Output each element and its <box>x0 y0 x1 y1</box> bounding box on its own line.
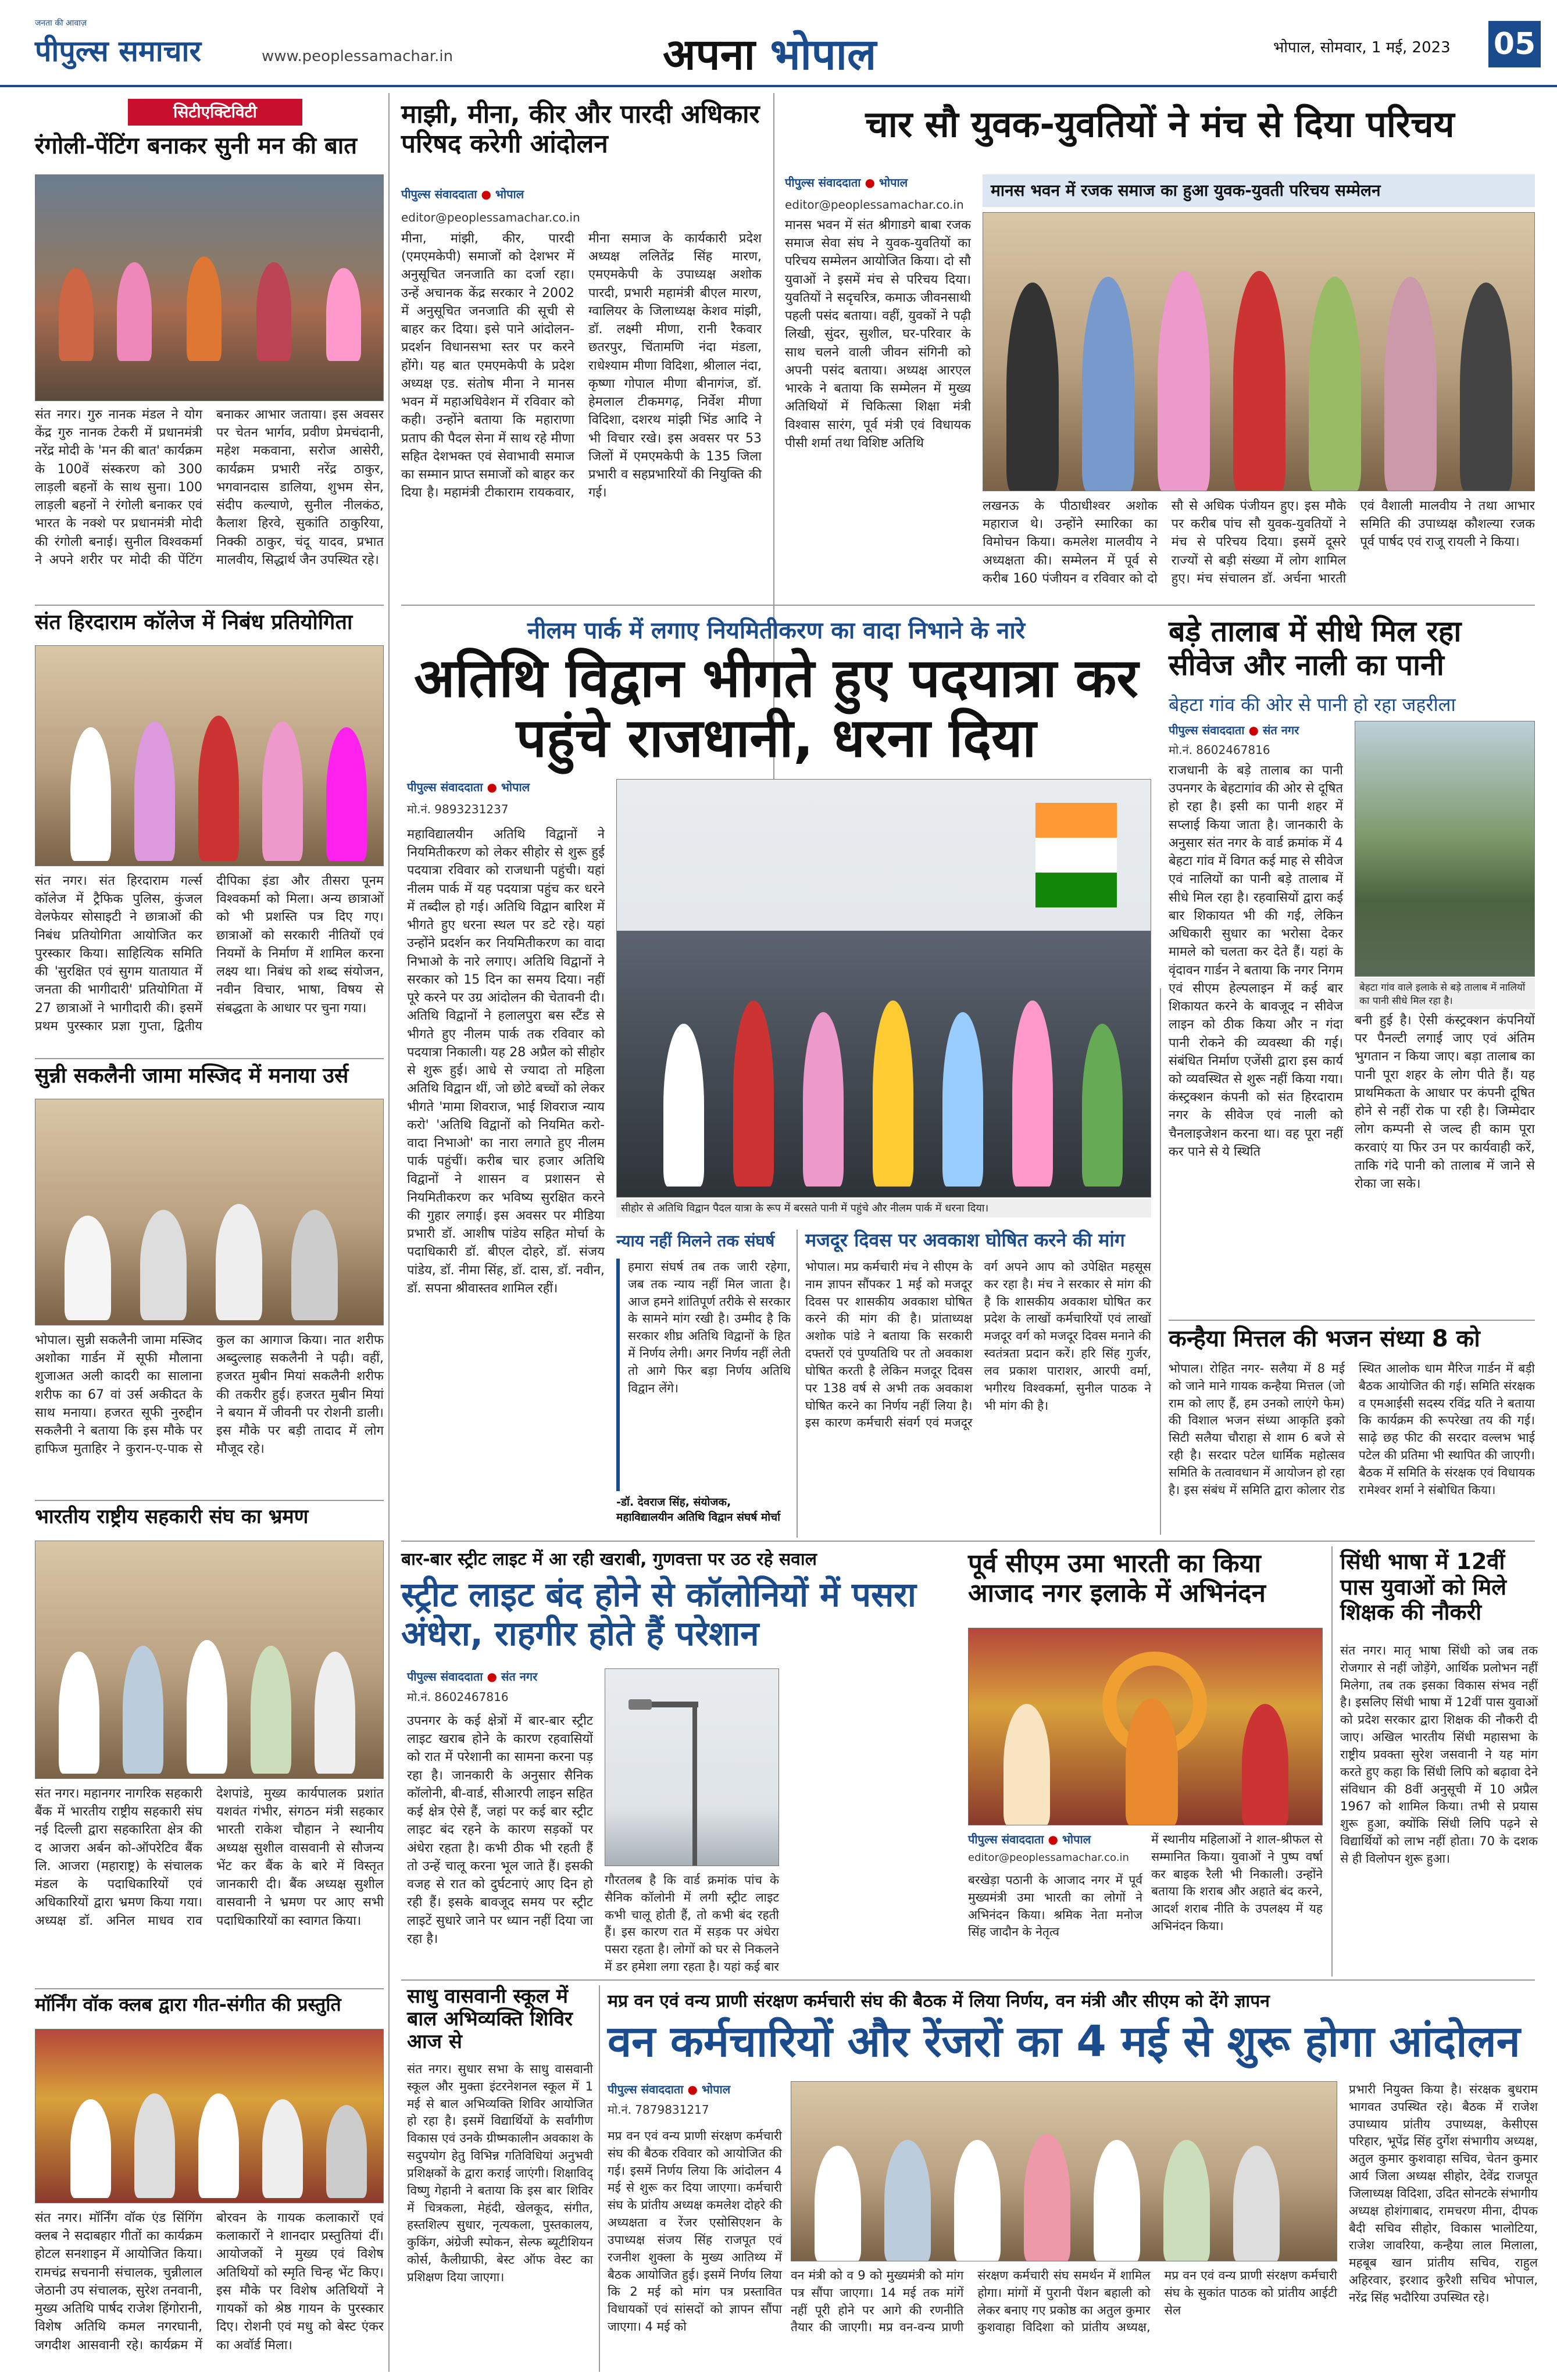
column-rule <box>797 1230 798 1538</box>
story3-body: भोपाल। सुन्नी सकलैनी जामा मस्जिद अशोका गार्डन में सूफी मौलाना शुजाअत अली कादरी का सालाना शरीफ का 67 वां उर्स अकीदत के साथ मनाया। हजरत सूफी नुरुद्दीन सकलैनी ने बताया कि इस मौके पर हाफिज मुताहिर ने कुरान-ए-पाक से कुल का आगाज किया। नात शरीफ अब्दुल्लाह सकलैनी ने पढ़ी। वहीं, हजरत मुबीन मियां सकलैनी शरीफ की तकरीर हुई। हजरत मुबीन मियां ने बयान में जीवनी पर रोशनी डाली। इस मौके पर बड़ी तादाद में लोग मौजूद रहे। <box>35 1333 384 1457</box>
majhi-email[interactable]: editor@peoplessamachar.co.in <box>401 210 580 224</box>
byline-city: भोपाल <box>701 2082 731 2096</box>
masthead <box>0 0 1557 87</box>
parichay-body-b: लखनऊ के पीठाधीश्वर अशोक महाराज थे। उन्होंने स्मारिका का विमोचन किया। कमलेश मालवीय ने अध्यक्षता की। सम्मेलन में पूर्व से करीब 160 पंजीयन व रविवार को दो सौ से अधिक पंजीयन हुए। इस मौके पर करीब पांच सौ युवक-युवतियों ने मंच से परिचय दिया। इसमें दूसरे राज्यों से बड़ी संख्या में लोग शामिल हुए। मंच संचालन डॉ. अर्चना भारती एवं वैशाली मालवीय ने तथा आभार समिति की उपाध्यक्ष कौशल्या रजक पूर्व पार्षद एवं राजू रायली ने किया। <box>983 499 1535 586</box>
lead-box-signature: -डॉ. देवराज सिंह, संयोजक, महाविद्यालयीन अतिथि विद्वान संघर्ष मोर्चा <box>616 1496 781 1524</box>
talab-headline[interactable]: बड़े तालाब में सीधे मिल रहा सीवेज और नाली का पानी <box>1169 614 1462 682</box>
talab-body-a: राजधानी के बड़े तालाब का पानी उपनगर के बेहटागांव की ओर से दूषित हो रहा है। इसी का पानी शहर में सप्लाई किया जाता है। जानकारी के अनुसार संत नगर के वार्ड क्रमांक में 4 बेहटा गांव में विगत कई माह से सीवेज एवं नालियों का पानी बड़े तालाब में सीधे मिल रहा है। रहवासियों द्वारा कई बार शिकायत भी की गई, लेकिन अधिकारी सुधार का भरोसा देकर मामले को चलता कर देते हैं। यहां के वृंदावन गार्डन ने बताया कि नगर निगम एवं सीएम हेल्पलाइन में कई बार शिकायत करने के बावजूद न सीवेज लाइन को ठीक किया और न गंदा पानी रोकने की व्यवस्था की गई। संबंधित निर्माण एजेंसी द्वारा इस कार्य को व्यवस्थित से शुरू नहीं किया गया। कंस्ट्रक्शन कंपनी को संत हिरदाराम नगर के सीवेज एवं नाली को चैनलाइजेशन करना था। वह पूरा नहीं कर पाने से ये स्थिति <box>1169 763 1343 1159</box>
section-divider <box>35 1058 384 1059</box>
talab-body-b: बनी हुई है। ऐसी कंस्ट्रक्शन कंपनियों पर पैनल्टी लगाई जाए एवं अंतिम भुगतान न किया जाए। बड़ा तालाब का पानी पूरा शहर के लोग पीते हैं। यह प्राथमिकता के आधार पर कंपनी दूषित होने से नहीं रोक पा रही है। जिम्मेदार लोग कम्पनी से जल्द ही काम पूरा करवाएं या फिर उन पर कार्यवाही करें, ताकि गंदे पानी को तालाब में जाने से रोका जा सके। <box>1355 1013 1535 1192</box>
streetlight-kicker: बार-बार स्ट्रीट लाइट में आ रही खराबी, गुणवत्ता पर उठ रहे सवाल <box>401 1549 817 1570</box>
story1-headline[interactable]: रंगोली-पेंटिंग बनाकर सुनी मन की बात <box>35 133 357 159</box>
parichay-byline: पीपुल्स संवाददाता ● भोपाल <box>785 176 908 190</box>
morning-walk-club-photo <box>35 2029 384 2203</box>
bhajan-body: भोपाल। रोहित नगर- सलैया में 8 मई को जाने माने गायक कन्हैया मित्तल (जो राम को लाए हैं, हम उनको लाएंगे फेम) की विशाल भजन संध्या आकृति इको सिटी सलैया चौराहा से शाम 6 बजे से रही है। सरदार पटेल धार्मिक महोत्सव समिति के तत्वावधान में आयोजन हो रहा है। इस संबंध में समिति द्वारा कोलार रोड स्थित आलोक धाम मैरिज गार्डन में बड़ी बैठक आयोजित की गई। समिति संरक्षक व एमआईसी सदस्य रविंद्र यति ने बताया कि कार्यक्रम की रूपरेखा तय की गई। साढ़े छह फीट की सरदार वल्लभ भाई पटेल की प्रतिमा भी स्थापित की जाएगी। बैठक में समिति के संरक्षक एवं विधायक रामेश्वर शर्मा ने संबोधित किया। <box>1169 1361 1535 1497</box>
section-divider <box>35 1500 384 1501</box>
talab-photo-caption: बेहटा गांव वाले इलाके से बड़े तालाब में नालियों का पानी सीधे मिल रहा है। <box>1355 978 1535 1009</box>
column-rule <box>599 1985 600 2372</box>
lead-box-title: न्याय नहीं मिलने तक संघर्ष <box>616 1231 775 1250</box>
uma-photo <box>968 1628 1323 1825</box>
parichay-body-a: मानस भवन में संत श्रीगाडगे बाबा रजक समाज सेवा संघ ने युवक-युवतियों का परिचय सम्मेलन आयोजित किया। दो सौ युवाओं ने इसमें मंच से परिचय दिया। युवतियों ने सदृचरित्र, कमाऊ जीवनसाथी पहली पसंद बताया। वहीं, युवकों ने पढ़ी लिखी, सुंदर, सुशील, घर-परिवार के साथ चलने वाली जीवन संगिनी को अपनी पसंद बताया। अध्यक्ष आरएल भारके ने बताया कि सम्मेलन में मुख्य अतिथियों में चिकित्सा शिक्षा मंत्री विश्वास सारंग, पूर्व मंत्री एवं विधायक पीसी शर्मा तथा विशिष्ट अतिथि <box>785 218 971 451</box>
sindhi-headline[interactable]: सिंधी भाषा में 12वीं पास युवाओं को मिले शिक्षक की नौकरी <box>1340 1549 1507 1625</box>
streetlight-photo <box>605 1668 779 1866</box>
byline-reporter: पीपुल्स संवाददाता <box>785 176 861 190</box>
streetlight-byline: पीपुल्स संवाददाता ● संत नगर <box>407 1670 538 1684</box>
byline-city: संत नगर <box>1262 723 1299 737</box>
parichay-subhead: मानस भवन में रजक समाज का हुआ युवक-युवती परिचय सम्मेलन <box>983 174 1535 207</box>
streetlight-mobile: मो.नं. 8602467816 <box>407 1690 509 1704</box>
column-rule <box>388 93 390 2372</box>
byline-city: संत नगर <box>501 1670 538 1684</box>
majhi-byline: पीपुल्स संवाददाता ● भोपाल <box>401 187 524 201</box>
streetlight-body-b: गौरतलब है कि वार्ड क्रमांक पांच के सैनिक कॉलोनी में लगी स्ट्रीट लाइट कभी चालू होती हैं, तो कभी बंद रहती हैं। इस कारण रात में सड़क पर अंधेरा पसरा रहता है। लोगों को घर से निकलने में डर हमेशा लगा रहता है। यहां कई बार <box>605 1873 779 1974</box>
urs-photo <box>35 1099 384 1325</box>
website-url[interactable]: www.peoplessamachar.in <box>262 48 453 65</box>
sadhu-headline[interactable]: साधु वासवानी स्कूल में बाल अभिव्यक्ति शिविर आज से <box>407 1985 573 2054</box>
van-body-c: प्रभारी नियुक्त किया है। संरक्षक बुधराम भागवत उपस्थित रहे। बैठक में राजेश उपाध्याय प्रांतीय उपाध्यक्ष, केसीएस परिहार, भूपेंद्र सिंह दुर्गेश संभागीय अध्यक्ष, अतुल कुमार कुशवाहा सचिव, चेतन कुमार आर्य जिला अध्यक्ष सीहोर, देवेंद्र राजपूत जिलाध्यक्ष विदिशा, उदित सोनटके संभागीय अध्यक्ष होशंगाबाद, रामचरण मीना, दीपक बैदी सचिव सीहोर, विकास भालोटिया, राजेश जावरिया, कन्हैया लाल मिलाला, महबूब खान प्रांतीय सचिव, राहुल अहिरवार, इरशाद कुरैशी सचिव भोपाल, नरेंद्र सिंह भदौरिया उपस्थित रहे। <box>1349 2082 1538 2304</box>
lead-headline[interactable]: अतिथि विद्वान भीगते हुए पदयात्रा कर पहुंचे राजधानी, धरना दिया <box>414 647 1138 770</box>
streetlight-headline[interactable]: स्ट्रीट लाइट बंद होने से कॉलोनियों में पसरा अंधेरा, राहगीर होते हैं परेशान <box>401 1575 916 1653</box>
van-kicker: मप्र वन एवं वन्य प्राणी संरक्षण कर्मचारी संघ की बैठक में लिया निर्णय, वन मंत्री और सीएम को देंगे ज्ञापन <box>608 1991 1270 2011</box>
section-title <box>663 23 876 82</box>
lead-byline: पीपुल्स संवाददाता ● भोपाल <box>407 780 530 794</box>
uma-byline: पीपुल्स संवाददाता ● भोपाल <box>968 1832 1091 1846</box>
page-number: 05 <box>1488 21 1541 67</box>
column-rule <box>1331 1546 1333 1977</box>
parichay-photo <box>983 212 1535 491</box>
van-mobile: मो.नं. 7879831217 <box>608 2103 709 2117</box>
story2-body: संत नगर। संत हिरदाराम गर्ल्स कॉलेज में ट्रैफिक पुलिस, कुंजल वेलफेयर सोसाइटी ने छात्राओं की निबंध प्रतियोगिता आयोजित कर पुरस्कार किया। साहित्यिक समिति की 'सुरक्षित एवं सुगम यातायात में जनता की भागीदारी' प्रतियोगिता में 27 छात्राओं ने भागीदारी की। इसमें प्रथम पुरस्कार प्रज्ञा गुप्ता, द्वितीय दीपिका इंडा और तीसरा पूनम विश्वकर्मा को मिला। अन्य छात्राओं को भी प्रशस्ति पत्र दिए गए। छात्राओं को सरकारी नीतियों एवं नियमों के निर्माण में शामिल करना लक्ष्य था। निबंध को शब्द संयोजन, नवीन विचार, भाषा, विषय से संबद्धता के आधार पर चुना गया। <box>35 874 384 1034</box>
mazdoor-headline[interactable]: मजदूर दिवस पर अवकाश घोषित करने की मांग <box>805 1229 1125 1251</box>
section-divider <box>35 605 384 606</box>
talab-subhead: बेहटा गांव की ओर से पानी हो रहा जहरीला <box>1169 694 1456 716</box>
byline-reporter: पीपुल्स संवाददाता <box>608 2082 684 2096</box>
uma-email[interactable]: editor@peoplessamachar.co.in <box>968 1852 1129 1864</box>
lead-protest-photo <box>616 779 1151 1198</box>
section-title-a: अपना <box>663 30 755 80</box>
story5-body: संत नगर। मॉर्निंग वॉक एंड सिंगिंग क्लब ने सदाबहार गीतों का कार्यक्रम होटल सनशाइन में आयोजित किया। रामचंद्र सचनानी संचालक, चुन्नीलाल जेठानी उप संचालक, सुरेश तनवानी, मुख्य अतिथि पार्षद राजेश हिंगोरानी, विशेष अतिथि कमल नगरघानी, जगदीश आसवानी रहे। कार्यक्रम में बोरवन के गायक कलाकारों एवं कलाकारों ने शानदार प्रस्तुतियां दीं। आयोजकों ने मुख्य एवं विशेष अतिथियों को स्मृति चिन्ह भेंट किए। इस मौके पर विशेष अतिथियों ने गायकों को श्रेष्ठ गायन के पुरस्कार दिए। रोशनी एवं मधु को बेस्ट एंकर का अवॉर्ड मिला। <box>35 2211 384 2353</box>
byline-city: भोपाल <box>879 176 908 190</box>
byline-reporter: पीपुल्स संवाददाता <box>968 1832 1044 1846</box>
majhi-headline[interactable]: माझी, मीना, कीर और पारदी अधिकार परिषद करेगी आंदोलन <box>401 99 760 159</box>
lead-box-body: हमारा संघर्ष तब तक जारी रहेगा, जब तक न्याय नहीं मिल जाता है। आज हमने शांतिपूर्ण तरीके से सरकार के सामने मांग रखी है। उम्मीद है कि सरकार शीघ्र अतिथि विद्वानों के हित में निर्णय लेगी। अगर निर्णय नहीं लेती तो आगे फिर बड़ा निर्णय अतिथि विद्वान लेंगे। <box>616 1259 791 1491</box>
sindhi-body: संत नगर। मातृ भाषा सिंधी को जब तक रोजगार से नहीं जोड़ेंगे, आर्थिक प्रलोभन नहीं मिलेगा, तब तक इसका विकास संभव नहीं है। इसलिए सिंधी भाषा में 12वीं पास युवाओं को प्रदेश सरकार द्वारा शिक्षक की नौकरी दी जाए। अखिल भारतीय सिंधी महासभा के राष्ट्रीय प्रवक्ता सुरेश जसवानी ने यह मांग करते हुए कहा कि सिंधी लिपि को बढ़ावा देने संविधान की 8वीं अनुसूची में 10 अप्रैल 1967 को शामिल किया। तभी से प्रयास शुरू हुआ, क्योंकि सिंधी लिपि पढ़ने से विद्यार्थियों को लाभ नहीं होता। 70 के दशक से ही विलोपन शुरू हुआ। <box>1340 1643 1538 1866</box>
uma-headline[interactable]: पूर्व सीएम उमा भारती का किया आजाद नगर इलाके में अभिनंदन <box>968 1549 1266 1608</box>
lead-body: महाविद्यालयीन अतिथि विद्वानों ने नियमितीकरण को लेकर सीहोर से शुरू हुई पदयात्रा रविवार को राजधानी पहुंची। यहां नीलम पार्क में यह पदयात्रा पहुंच कर धरने में तब्दील हो गई। अतिथि विद्वान बारिश में भीगते हुए धरना स्थल पर डटे रहे। यहां उन्होंने प्रदर्शन कर नियमितीकरण का वादा निभाओ के नारे लगाए। अतिथि विद्वानों ने सरकार को 15 दिन का समय दिया। नहीं पूरे करने पर उग्र आंदोलन की चेतावनी दी। अतिथि विद्वानों ने हलालपुरा बस स्टैंड से भीगते हुए नीलम पार्क तक रविवार को पदयात्रा निकाली। यह 28 अप्रैल को सीहोर से शुरू हुई। आधे से ज्यादा तो महिला अतिथि विद्वान थीं, जो छोटे बच्चों को लेकर भीगते 'मामा शिवराज, भाई शिवराज न्याय करो' 'अतिथि विद्वानों को नियमित करो-वादा निभाओ' का नारा लगाते हुए नीलम पार्क पहुंचीं। करीब चार हजार अतिथि विद्वानों ने शासन व प्रशासन से नियमितीकरण कर भविष्य सुरक्षित करने की गुहार लगाई। इस अवसर पर मीडिया प्रभारी डॉ. आशीष पांडेय सहित मोर्चा के पदाधिकारी डॉ. बीएल दोहरे, डॉ. संजय पांडेय, डॉ. नीमा सिंह, डॉ. दास, डॉ. नवीन, डॉ. सपना श्रीवास्तव शामिल रहीं। <box>407 827 605 1296</box>
van-byline: पीपुल्स संवाददाता ● भोपाल <box>608 2082 731 2096</box>
byline-city: भोपाल <box>501 780 530 794</box>
byline-city: भोपाल <box>1062 1832 1091 1846</box>
section-divider <box>35 1988 384 1989</box>
van-body-b: वन मंत्री को व 9 को मुख्यमंत्री को मांग पत्र सौंपा जाएगा। 14 मई तक मांगें नहीं पूरी होने पर आगे की रणनीति तैयार की जाएगी। मप्र वन-वन्य प्राणी संरक्षण कर्मचारी संघ समर्थन में शामिल होगा। मांगों में पुरानी पेंशन बहाली को लेकर बनाए गए प्रकोष्ठ का अतुल कुमार कुशवाहा विदिशा को प्रांतीय अध्यक्ष, मप्र वन एवं वन्य प्राणी संरक्षण कर्मचारी संघ के सुकांत पाठक को प्रांतीय आईटी सेल <box>791 2268 1337 2335</box>
uma-body-a: बरखेड़ा पठानी के आजाद नगर में पूर्व मुख्यमंत्री उमा भारती का लोगों ने अभिनंदन किया। श्रमिक नेता मनोज सिंह जादौन के नेतृत्व <box>968 1873 1142 1939</box>
logo[interactable]: पीपुल्स समाचार <box>35 34 201 68</box>
dateline: भोपाल, सोमवार, 1 मई, 2023 <box>1273 39 1451 56</box>
van-headline[interactable]: वन कर्मचारियों और रेंजरों का 4 मई से शुरू होगा आंदोलन <box>608 2017 1520 2067</box>
bhajan-headline[interactable]: कन्हैया मित्तल की भजन संध्या 8 को <box>1169 1325 1480 1352</box>
essay-competition-photo <box>35 645 384 866</box>
mazdoor-body: भोपाल। मप्र कर्मचारी मंच ने सीएम के नाम ज्ञापन सौंपकर 1 मई को मजदूर दिवस पर शासकीय अवकाश घोषित करने की मांग की है। प्रांताध्यक्ष अशोक पांडे ने बताया कि सरकारी दफ्तरों एवं पुण्यतिथि पर तो अवकाश घोषित करती है लेकिन मजदूर दिवस पर 138 वर्ष से अभी तक अवकाश घोषित करने का निर्णय नहीं लिया है। इस कारण कर्मचारी संवर्ग एवं मजदूर वर्ग अपने आप को उपेक्षित महसूस कर रहा है। मंच ने सरकार से मांग की है कि शासकीय अवकाश घोषित कर प्रदेश के लाखों कर्मचारियों एवं लाखों मजदूर वर्ग को मजदूर दिवस मनाने की स्वतंत्रता प्रदान करें। हरि सिंह गुर्जर, लव प्रकाश पाराशर, आरपी वर्मा, भगीरथ विश्वकर्मा, सुनील पाठक ने भी मांग की है। <box>805 1260 1151 1430</box>
talab-byline: पीपुल्स संवाददाता ● संत नगर <box>1169 723 1299 737</box>
section-divider <box>401 1541 1535 1542</box>
section-divider <box>401 605 1535 606</box>
parichay-headline[interactable]: चार सौ युवक-युवतियों ने मंच से दिया परिचय <box>865 103 1455 145</box>
lead-photo-caption: सीहोर से अतिथि विद्वान पैदल यात्रा के रूप में बरसते पानी में पहुंचे और नीलम पार्क में धरना दिया। <box>616 1199 1151 1217</box>
byline-reporter: पीपुल्स संवाददाता <box>407 780 483 794</box>
story2-headline[interactable]: संत हिरदाराम कॉलेज में निबंध प्रतियोगिता <box>35 610 353 634</box>
van-meeting-photo <box>791 2081 1337 2261</box>
section-divider <box>1169 1320 1535 1321</box>
van-body-a: मप्र वन एवं वन्य प्राणी संरक्षण कर्मचारी संघ की बैठक रविवार को आयोजित की गई। इसमें निर्णय लिया कि आंदोलन 4 मई से शुरू कर दिया जाएगा। कर्मचारी संघ के प्रांतीय अध्यक्ष कमलेश दोहरे की अध्यक्षता व रेंजर एसोसिएशन के उपाध्यक्ष संजय सिंह राजपूत एवं रजनीश शुक्ला के मुख्य आतिथ्य में बैठक आयोजित हुई। इसमें निर्णय लिया कि 2 मई को मांग पत्र प्रस्तावित विधायकों एवं सांसदों को ज्ञापन सौंपा जाएगा। 4 मई को <box>608 2129 782 2333</box>
byline-city: भोपाल <box>495 187 524 201</box>
story5-headline[interactable]: मॉर्निंग वॉक क्लब द्वारा गीत-संगीत की प्रस्तुति <box>35 1993 341 2016</box>
cooperative-visit-photo <box>35 1541 384 1779</box>
story4-body: संत नगर। महानगर नागरिक सहकारी बैंक में भारतीय राष्ट्रीय सहकारी संघ नई दिल्ली द्वारा सहकारिता क्षेत्र की द आजरा अर्बन को-ऑपरेटिव बैंक लि. आजरा (महाराष्ट्र) के संचालक मंडल के पदाधिकारियों एवं अधिकारियों द्वारा भ्रमण किया गया। अध्यक्ष डॉ. अनिल माधव राव देशपांडे, मुख्य कार्यपालक प्रशांत यशवंत गंभीर, संगठन मंत्री सहकार भारती राकेश चौहान ने स्थानीय अध्यक्ष सुशील वासवानी से सौजन्य भेंट कर बैंक के बारे में विस्तृत जानकारी दी। बैंक अध्यक्ष सुशील वासवानी ने भ्रमण पर आए सभी पदाधिकारियों का स्वागत किया। <box>35 1786 384 1928</box>
lead-mobile: मो.नं. 9893231237 <box>407 802 509 816</box>
byline-reporter: पीपुल्स संवाददाता <box>1169 723 1245 737</box>
byline-reporter: पीपुल्स संवाददाता <box>401 187 477 201</box>
story4-headline[interactable]: भारतीय राष्ट्रीय सहकारी संघ का भ्रमण <box>35 1505 309 1528</box>
section-title-b: भोपाल <box>770 30 877 80</box>
lead-kicker: नीलम पार्क में लगाए नियमितीकरण का वादा निभाने के नारे <box>527 617 1026 644</box>
sadhu-body: संत नगर। सुधार सभा के साधु वासवानी स्कूल और मुक्ता इंटरनेशनल स्कूल में 1 मई से बाल अभिव्यक्ति शिविर आयोजित हो रहा है। इसमें विद्यार्थियों के सर्वांगीण विकास एवं उनके ग्रीष्मकालीन अवकाश के सदुपयोग हेतु विभिन्न गतिविधियां अनुभवी प्रशिक्षकों के द्वारा कराई जाएंगी। शिक्षाविद् विष्णु गेहानी ने बताया कि इस बार शिविर में चित्रकला, मेहंदी, खेलकूद, संगीत, हस्तशिल्प सुधार, नृत्यकला, पुस्तकालय, कुकिंग, अंग्रेजी स्पोकन, सेल्फ ब्यूटीशियन कोर्स, कैलीग्राफी, बेस्ट ऑफ वेस्ट का प्रशिक्षण दिया जाएगा। <box>407 2062 593 2284</box>
talab-pond-photo <box>1355 721 1535 977</box>
uma-body-b: में स्थानीय महिलाओं ने शाल-श्रीफल से सम्मानित किया। युवाओं ने पुष्प वर्षा कर बाइक रैली भी निकाली। उन्होंने बताया कि शराब और अहाते बंद करने, आदर्श शराब नीति के उपलक्ष्य में यह अभिनंदन किया। <box>1151 1832 1323 1934</box>
majhi-body: मीना, मांझी, कीर, पारदी (एमएमकेपी) समाजों को देशभर में अनुसूचित जनजाति का दर्जा रहा। उन्हें अचानक केंद्र सरकार ने 2002 में अनुसूचित जनजाति की सूची से बाहर कर दिया। इसे पाने आंदोलन-प्रदर्शन विधानसभा स्तर पर करने होंगे। यह बात एमएमकेपी के प्रदेश अध्यक्ष एड. संतोष मीना ने मानस भवन में महाअधिवेशन में रविवार को कही। उन्होंने बताया कि महाराणा प्रताप की पैदल सेना में साथ रहे मीणा सहित देशभक्त एवं सेवाभावी समाज का सम्मान प्राप्त समाजों को बाहर कर दिया है। महामंत्री टीकाराम रायकवार, मीना समाज के कार्यकारी प्रदेश अध्यक्ष ललितेंद्र सिंह मारण, एमएमकेपी के उपाध्यक्ष अशोक पारदी, प्रभारी महामंत्री बीएल मारण, ग्वालियर के जिलाध्यक्ष केशव मांझी, डॉ. लक्ष्मी मीणा, रानी रैकवार छतरपुर, चिंतामणि नंदा मंडला, राधेश्याम मीणा विदिशा, श्रीलाल नंदा, कृष्णा गोपाल मीणा बीनागंज, डॉ. हेमलाल टीकमगढ़, निर्वेश मीणा विदिशा, दशरथ मांझी भिंड आदि ने भी विचार रखे। इस अवसर पर 53 जिलों में एमएमकेपी के 135 जिला प्रभारी व सहप्रभारियों की नियुक्ति की गई। <box>401 231 762 501</box>
parichay-email[interactable]: editor@peoplessamachar.co.in <box>785 198 964 212</box>
talab-mobile: मो.नं. 8602467816 <box>1169 743 1270 757</box>
story1-body: संत नगर। गुरु नानक मंडल ने योग केंद्र गुरु नानक टेकरी में प्रधानमंत्री नरेंद्र मोदी के 'मन की बात' कार्यक्रम के 100वें संस्करण को 300 लाड़ली बहनों के साथ सुना। 100 लाड़ली बहनों ने रंगोली बनाकर एवं भारत के नक्शे पर प्रधानमंत्री मोदी की रंगोली बनाई। सुनील विश्वकर्मा ने अपने शरीर पर मोदी की पेंटिंग बनाकर आभार जताया। इस अवसर पर चेतन भार्गव, प्रवीण प्रेमचंदानी, महेश मकवाना, सरोज आसेरी, कार्यक्रम प्रभारी नरेंद्र ठाकुर, भगवानदास डालिया, शुभम सेन, संदीप कल्याणे, सुनील नीलकंठ, कैलाश हिरवे, सुकांति ठाकुरिया, निक्की ठाकुर, चंदू यादव, प्रभात मालवीय, सिद्धार्थ जैन उपस्थित रहे। <box>35 408 384 567</box>
story3-headline[interactable]: सुन्नी सकलैनी जामा मस्जिद में मनाया उर्स <box>35 1064 349 1088</box>
logo-tagline: जनता की आवाज़ <box>35 19 87 28</box>
city-activity-label: सिटीएक्टिविटी <box>128 99 302 126</box>
byline-reporter: पीपुल्स संवाददाता <box>407 1670 483 1684</box>
streetlight-body-a: उपनगर के कई क्षेत्रों में बार-बार स्ट्रीट लाइट खराब होने के कारण रहवासियों को रात में परेशानी का सामना करना पड़ रहा है। जानकारी के अनुसार सैनिक कॉलोनी, बी-वार्ड, सीआरपी लाइन सहित कई क्षेत्र ऐसे हैं, जहां पर कई बार स्ट्रीट लाइट बंद रहने के कारण सड़कों पर अंधेरा रहता है। कभी ठीक भी रहती हैं तो उन्हें चालू करना भूल जाते हैं। इसकी वजह से रात को दुर्घटनाएं आए दिन हो रही हैं। इसके बावजूद समय पर स्ट्रीट लाइटें सुधारे जाने पर ध्यान नहीं दिया जा रहा है। <box>407 1714 593 1946</box>
rangoli-photo <box>35 174 384 401</box>
column-rule <box>1160 988 1161 1535</box>
section-divider <box>401 1979 1535 1981</box>
